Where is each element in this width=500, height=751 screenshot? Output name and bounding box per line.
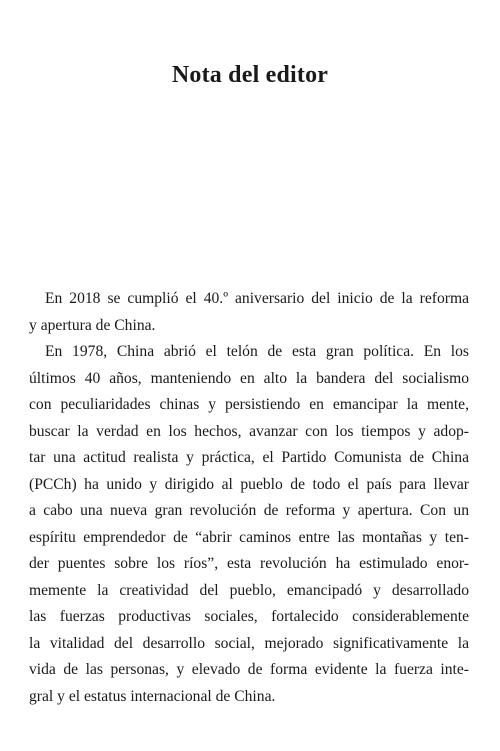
text-line: En 2018 se cumplió el 40.º aniversario del inicio de la reforma bbox=[45, 290, 469, 307]
text-line: espíritu emprendedor de “abrir caminos entre las montañas y ten- bbox=[29, 528, 469, 546]
paragraph-2 bbox=[29, 339, 469, 710]
text-line: vida de las personas, y elevado de forma evidente la fuerza inte- bbox=[29, 661, 469, 678]
text-line: buscar la verdad en los hechos, avanzar con los tiempos y adop- bbox=[29, 422, 469, 440]
text-line: la vitalidad del desarrollo social, mejorado significativamente la bbox=[29, 634, 469, 652]
text-line: (PCCh) ha unido y dirigido al pueblo de todo el país para llevar bbox=[29, 475, 469, 493]
text-line: der puentes sobre los ríos”, esta revolución ha estimulado enor- bbox=[29, 555, 469, 572]
text-line: con peculiaridades chinas y persistiendo en emancipar la mente, bbox=[29, 396, 469, 413]
text-line: y apertura de China. bbox=[29, 316, 156, 334]
text-line: gral y el estatus internacional de China. bbox=[29, 687, 276, 705]
text-line: memente la creatividad del pueblo, emancipadó y desarrollado bbox=[29, 581, 469, 599]
paragraph-1 bbox=[29, 286, 469, 339]
body-text bbox=[29, 286, 469, 710]
text-line: las fuerzas productivas sociales, fortalecido considerablemente bbox=[29, 608, 469, 625]
page-title: Nota del editor bbox=[171, 62, 329, 88]
text-line: últimos 40 años, manteniendo en alto la bandera del socialismo bbox=[29, 369, 469, 387]
text-line: a cabo una nueva gran revolución de reforma y apertura. Con un bbox=[29, 502, 469, 519]
text-line: tar una actitud realista y práctica, el Partido Comunista de China bbox=[29, 449, 469, 466]
text-line: En 1978, China abrió el telón de esta gran política. En los bbox=[45, 343, 469, 360]
